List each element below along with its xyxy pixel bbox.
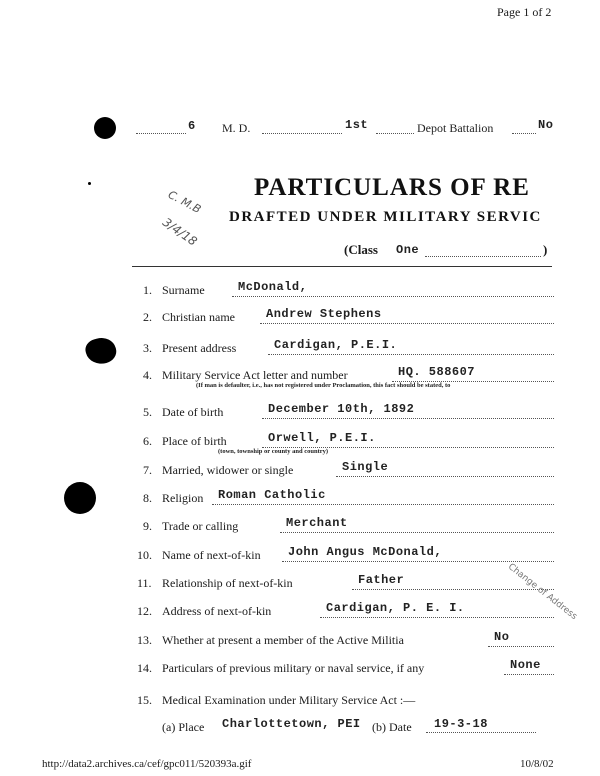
ink-blot [83,335,119,368]
class-label: (Class [344,242,378,257]
form-subtitle: DRAFTED UNDER MILITARY SERVIC [229,209,542,225]
row-label: Date of birth [162,405,224,419]
row-value: HQ. 588607 [398,365,476,379]
row-number: 1. [143,283,152,297]
row-dotted-line [504,674,554,675]
row-note: (town, township or county and country) [218,448,329,455]
row-label: Military Service Act letter and number [162,368,348,382]
row-label: Present address [162,341,237,355]
district-dots [136,133,186,134]
row-value: Father [358,573,405,587]
row-dotted-line [352,589,554,590]
row-note: (If man is defaulter, i.e., has not registered under Proclamation, this fact should be stated, to [196,382,451,389]
class-value: One [396,243,420,257]
row-dotted-line [232,296,554,297]
row-value: December 10th, 1892 [268,402,415,416]
handwritten-initials: C. M.B [165,188,204,217]
footer-url[interactable]: http://data2.archives.ca/cef/gpc011/520393a.gif [42,758,252,770]
row-label: Trade or calling [162,519,239,533]
row-number: 7. [143,463,152,477]
row-dotted-line [320,617,554,618]
punch-hole-top [94,117,116,139]
page-indicator: Page 1 of 2 [497,5,552,19]
row-dotted-line [488,646,554,647]
row-dotted-line [280,532,554,533]
district-label: M. D. [222,121,251,135]
battalion-number: 1st [345,118,369,132]
row-value: Andrew Stephens [266,307,382,321]
battalion-dots-right [376,133,414,134]
battalion-dots-left [262,133,342,134]
row-dotted-line [282,561,554,562]
row-value: Cardigan, P. E. I. [326,601,465,615]
row-number: 10. [137,548,152,562]
row-number: 9. [143,519,152,533]
row-value: Roman Catholic [218,488,326,502]
row-number: 14. [137,661,152,675]
row-value: Orwell, P.E.I. [268,431,376,445]
punch-hole-middle [64,482,96,514]
row-value: McDonald, [238,280,308,294]
handwritten-date: 3/4/18 [159,215,200,249]
row-label: Christian name [162,310,235,324]
row-label: Medical Examination under Military Service Act :— [162,693,416,707]
row-label: Name of next-of-kin [162,548,261,562]
row-dotted-line [212,504,554,505]
row-number: 12. [137,604,152,618]
row-number: 6. [143,434,152,448]
row-number: 8. [143,491,152,505]
medical-place-value: Charlottetown, PEI [222,717,361,731]
class-close: ) [543,242,548,257]
row-value: None [510,658,541,672]
row-number: 15. [137,693,152,707]
speck [88,182,91,185]
row-value: Single [342,460,389,474]
row-number: 11. [137,576,152,590]
row-label: Religion [162,491,204,505]
row-value: John Angus McDonald, [288,545,443,559]
medical-date-label: (b) Date [372,720,412,734]
district-number: 6 [188,119,196,133]
row-label: Whether at present a member of the Active Militia [162,633,404,647]
form-title: PARTICULARS OF RE [254,174,530,201]
row-dotted-line [336,476,554,477]
battalion-suffix: No [538,118,554,132]
row-number: 4. [143,368,152,382]
row-number: 13. [137,633,152,647]
row-label: Particulars of previous military or naval service, if any [162,661,425,675]
row-dotted-line [268,354,554,355]
separator-rule [132,266,552,267]
medical-date-value: 19-3-18 [434,717,488,731]
row-dotted-line [262,418,554,419]
row-dotted-line [260,323,554,324]
row-label: Surname [162,283,205,297]
row-label: Relationship of next-of-kin [162,576,293,590]
row-value: Merchant [286,516,348,530]
row-value: No [494,630,510,644]
row-value: Cardigan, P.E.I. [274,338,398,352]
row-label: Address of next-of-kin [162,604,272,618]
row-number: 5. [143,405,152,419]
footer-date: 10/8/02 [520,758,554,770]
battalion-label: Depot Battalion [417,121,494,135]
battalion-suffix-dots [512,133,536,134]
row-number: 2. [143,310,152,324]
medical-date-dots [426,732,536,733]
row-label: Place of birth [162,434,227,448]
row-number: 3. [143,341,152,355]
row-label: Married, widower or single [162,463,294,477]
class-dots [425,256,541,257]
address-stamp: Change of Address [505,562,579,623]
medical-place-label: (a) Place [162,720,205,734]
